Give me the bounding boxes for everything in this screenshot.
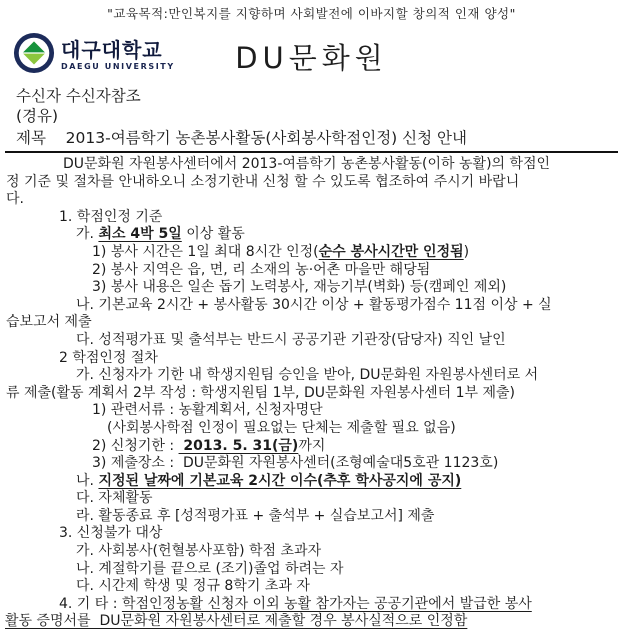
text-run: 나. 계절학기를 끝으로 (조기)졸업 하려는 자 [76,560,344,577]
university-name-korean: 대구대학교 [61,37,163,62]
text-run: 나. 기본교육 2시간 + 봉사활동 30시간 이상 + 활동평가점수 11점 이상 + 실 [76,296,552,313]
document-line [3,455,620,473]
text-run: 습보고서 제출 [6,314,92,331]
text-run: 까지 [298,437,326,454]
text-run: ) [463,243,470,260]
document-line [3,385,620,403]
document-line [3,578,620,596]
document-body [0,86,623,631]
text-run: 2 학점인정 절차 [59,349,158,366]
document-line [3,508,620,526]
text-run: 수신자 수신자참조 [16,87,141,105]
text-run: 류 제출(활동 계획서 2부 작성 : 학생지원팀 1부, DU문화원 자원봉사센터 1부 제출) [6,384,515,401]
university-name-english: DAEGU UNIVERSITY [61,61,175,71]
document-header [0,32,623,78]
document-line [3,596,620,614]
text-run: 3) 제출장소 : DU문화원 자원봉사센터(조형예술대5호관 1123호) [92,455,499,472]
document-line [3,613,620,631]
text-run: 가. 신청자가 기한 내 학생지원팀 승인을 받아, DU문화원 자원봉사센터로 서 [76,367,539,384]
document-line [3,332,620,350]
document-line [3,244,620,262]
document-line [3,543,620,561]
document-line [3,367,620,385]
text-run: (경유) [16,107,59,125]
document-line [3,191,620,209]
document-line [3,525,620,543]
text-run: 제목 2013-여름학기 농촌봉사활동(사회봉사학점인정) 신청 안내 [16,129,467,147]
motto-text: "교육목적:만인복지를 지향하며 사회발전에 이바지할 창의적 인재 양성" [107,6,516,21]
document-line [3,561,620,579]
text-run: 다. 성적평가표 및 출석부는 반드시 공공기관 기관장(담당자) 직인 날인 [76,331,506,348]
document-line [3,226,620,244]
document-line [3,209,620,227]
text-run: 3. 신청불가 대상 [59,525,163,542]
document-line [3,490,620,508]
document-line [3,279,620,297]
text-run: 다. 시간제 학생 및 정규 8학기 초과 자 [76,578,310,595]
text-run: 1) 봉사 시간은 1일 최대 8시간 인정( [92,243,319,260]
text-run: DU문화원 자원봉사센터에서 2013-여름학기 농촌봉사활동(이하 농활)의 학점인 [63,156,551,172]
document-line [3,297,620,315]
document-line [3,402,620,420]
text-run: 4. 기 타 : [59,595,122,612]
text-run: 가. 사회봉사(헌혈봉사포함) 학점 초과자 [76,543,322,560]
emphasized-text: 2013. 5. 31(금) [178,437,299,454]
emphasized-text: 활동 증명서를 DU문화원 자원봉사센터로 제출할 경우 봉사실적으로 인정함 [5,613,468,630]
text-run: (사회봉사학점 인정이 필요없는 단체는 제출할 필요 없음) [107,419,456,436]
text-run: 1) 관련서류 : 농활계획서, 신청자명단 [92,402,323,419]
text-run: 1. 학점인정 기준 [59,208,163,225]
document-line [3,156,620,174]
text-run: 이상 활동 [181,226,245,243]
document-line [3,262,620,280]
document-line [3,350,620,368]
emphasized-text: 최소 4박 5일 [98,226,182,243]
text-run: 다. [6,191,24,208]
emphasized-text: 순수 봉사시간만 인정됨 [318,243,464,260]
text-run: 정 기준 및 절차를 안내하오니 소정기한내 신청 할 수 있도록 협조하여 주시기 바랍니 [6,173,520,190]
document-line [3,106,620,126]
emphasized-text: 학점인정농활 신청자 이외 농활 참가자는 공공기관에서 발급한 봉사 [121,595,532,612]
document-line [3,420,620,438]
text-run: 2) 봉사 지역은 읍, 면, 리 소재의 농·어촌 마을만 해당됨 [92,261,431,278]
emphasized-text: 지정된 날짜에 기본교육 2시간 이수(추후 학사공지에 공지) [98,472,462,489]
text-run: 다. 자체활동 [76,490,153,507]
text-run: 2) 신청기한 : [92,437,179,454]
document-center-title: DU문화원 [235,41,388,75]
text-run: 라. 활동종료 후 [성적평가표 + 출석부 + 실습보고서] 제출 [76,507,435,524]
text-run: 가. [76,226,99,243]
text-run: 나. [76,472,99,489]
document-line [3,314,620,332]
title-divider [5,151,618,153]
text-run: 3) 봉사 내용은 일손 돕기 노력봉사, 재능기부(벽화) 등(캠페인 제외) [92,279,507,296]
document-line [3,86,620,106]
document-line [3,128,620,148]
document-line [3,438,620,456]
document-line [3,473,620,491]
document-line [3,174,620,192]
